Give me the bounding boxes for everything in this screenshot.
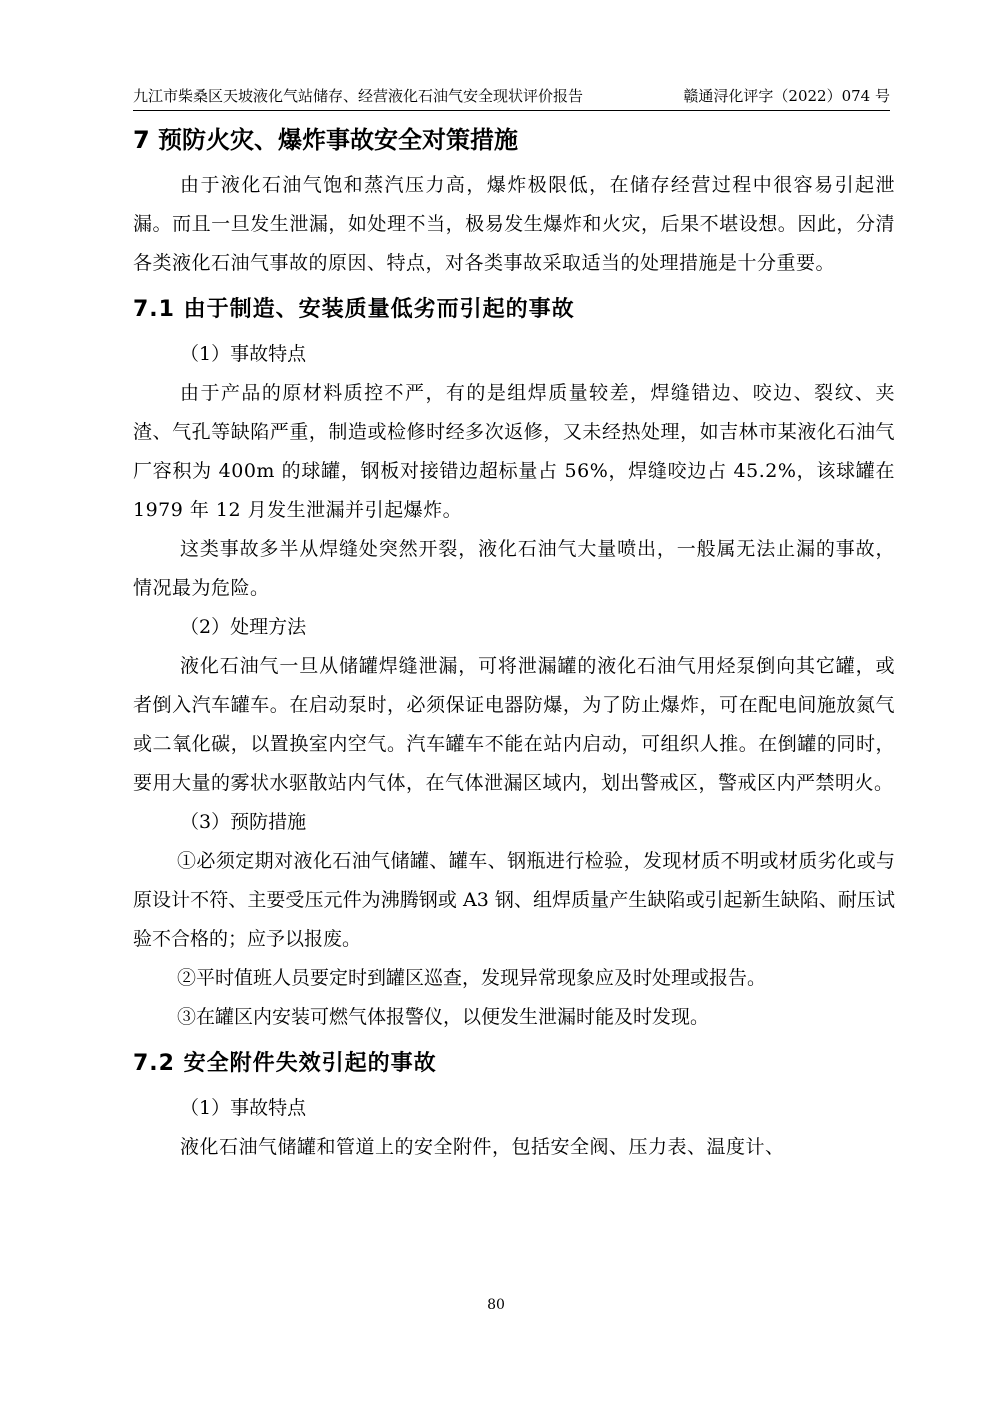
section-7-2-label-characteristics: （1）事故特点 xyxy=(180,1097,307,1119)
header-report-title: 九江市柴桑区天坡液化气站储存、经营液化石油气安全现状评价报告 xyxy=(133,87,584,105)
section-7-2-paragraph: 液化石油气储罐和管道上的安全附件，包括安全阀、压力表、温度计、 xyxy=(180,1136,785,1158)
section-7-intro: 由于液化石油气饱和蒸汽压力高，爆炸极限低，在储存经营过程中很容易引起泄漏。而且一旦发生泄漏，如处理不当，极易发生爆炸和火灾，后果不堪设想。因此，分清各类液化石油气事故的原因、特点，对各类事故采取适当的处理措施是十分重要。 xyxy=(133,174,895,274)
section-7-1-paragraph: 液化石油气一旦从储罐焊缝泄漏，可将泄漏罐的液化石油气用烃泵倒向其它罐，或者倒入汽车罐车。在启动泵时，必须保证电器防爆，为了防止爆炸，可在配电间施放氮气或二氧化碳，以置换室内空气。汽车罐车不能在站内启动，可组织人推。在倒罐的同时，要用大量的雾状水驱散站内气体，在气体泄漏区域内，划出警戒区，警戒区内严禁明火。 xyxy=(133,655,895,794)
header-document-number: 赣通浔化评字（2022）074 号 xyxy=(683,87,890,105)
section-7-1-label-handling: （2）处理方法 xyxy=(180,616,307,638)
section-7-1-title: 7.1 由于制造、安装质量低劣而引起的事故 xyxy=(133,297,575,322)
section-7-2-title: 7.2 安全附件失效引起的事故 xyxy=(133,1051,437,1076)
prevention-item: ①必须定期对液化石油气储罐、罐车、钢瓶进行检验，发现材质不明或材质劣化或与原设计不符、主要受压元件为沸腾钢或 A3 钢、组焊质量产生缺陷或引起新生缺陷、耐压试验不合格的；应予以报废。 xyxy=(133,850,895,950)
page-content xyxy=(133,120,895,1167)
page-header xyxy=(133,84,890,111)
prevention-item: ③在罐区内安装可燃气体报警仪，以便发生泄漏时能及时发现。 xyxy=(177,1006,710,1028)
section-7-1-paragraph: 由于产品的原材料质控不严，有的是组焊质量较差，焊缝错边、咬边、裂纹、夹渣、气孔等缺陷严重，制造或检修时经多次返修，又未经热处理，如吉林市某液化石油气厂容积为 400m 的球罐，钢板对接错边超标量占 56%，焊缝咬边占 45.2%，该球罐在 1979 年 12 月发生泄漏并引起爆炸。 xyxy=(133,382,895,521)
section-7-1-label-characteristics: （1）事故特点 xyxy=(180,343,307,365)
prevention-item: ②平时值班人员要定时到罐区巡查，发现异常现象应及时处理或报告。 xyxy=(177,967,767,989)
page-number: 80 xyxy=(487,1297,505,1313)
section-7-title: 7 预防火灾、爆炸事故安全对策措施 xyxy=(133,126,519,154)
section-7-1-label-prevention: （3）预防措施 xyxy=(180,811,307,833)
section-7-1-paragraph: 这类事故多半从焊缝处突然开裂，液化石油气大量喷出，一般属无法止漏的事故，情况最为危险。 xyxy=(133,538,895,599)
